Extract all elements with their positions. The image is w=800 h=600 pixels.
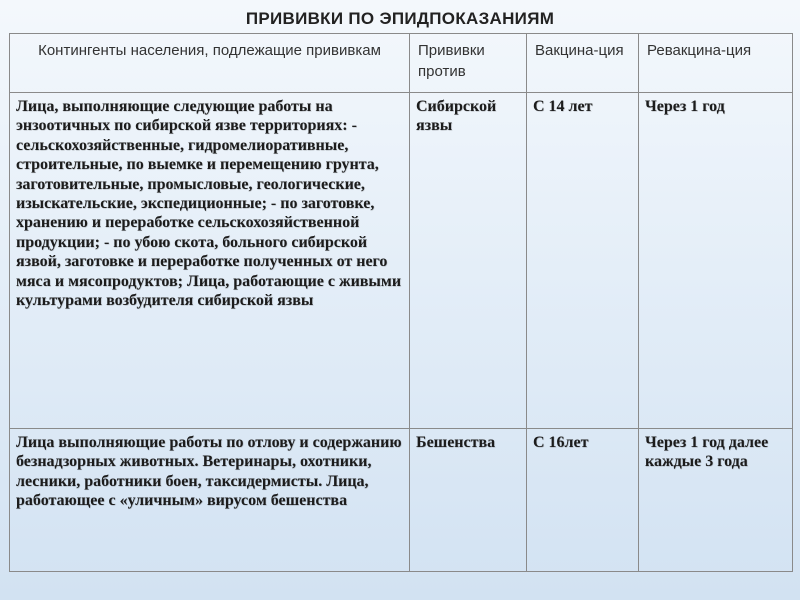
table-row: [10, 429, 793, 572]
vaccination-text: С 14 лет: [533, 98, 593, 115]
revaccination-text: Через 1 год: [645, 98, 725, 115]
revaccination-text: Через 1 год далее каждые 3 года: [645, 434, 769, 471]
cell-population: [10, 429, 410, 572]
cell-vaccination: [527, 93, 639, 429]
against-text: Сибирской язвы: [416, 98, 497, 135]
table-header-row: [10, 34, 793, 93]
cell-against: [410, 93, 527, 429]
header-revaccination: Ревакцина-ция: [639, 34, 793, 93]
cell-revaccination: [639, 93, 793, 429]
population-text: Лица выполняющие работы по отлову и содержанию безнадзорных животных. Ветеринары, охотники, лесники, работники боен, таксидермисты. Лица, работающее с «уличным» вирусом бешенства: [16, 434, 402, 510]
vaccination-table: [9, 33, 793, 572]
cell-revaccination: [639, 429, 793, 572]
table-row: [10, 93, 793, 429]
vaccination-text: С 16лет: [533, 434, 589, 451]
cell-population: [10, 93, 410, 429]
header-against: Прививки против: [410, 34, 527, 93]
against-text: Бешенства: [416, 434, 496, 451]
header-population: Контингенты населения, подлежащие прививкам: [10, 34, 410, 93]
header-vaccination: Вакцина-ция: [527, 34, 639, 93]
cell-against: [410, 429, 527, 572]
page-title: ПРИВИВКИ ПО ЭПИДПОКАЗАНИЯМ: [245, 9, 555, 28]
cell-vaccination: [527, 429, 639, 572]
population-text: Лица, выполняющие следующие работы на энзоотичных по сибирской язве территориях: - сельскохозяйственные, гидромелиоративные, строительные, по выемке и перемещению грунта, заготовительные, промысловые, геологические, изыскательские, экспедиционные; - по заготовке, хранению и переработке сельскохозяйственной продукции; - по убою скота, больного сибирской язвой, заготовке и переработке полученных от него мяса и мясопродуктов; Лица, работающие с живыми культурами возбудителя сибирской язвы: [16, 98, 402, 310]
